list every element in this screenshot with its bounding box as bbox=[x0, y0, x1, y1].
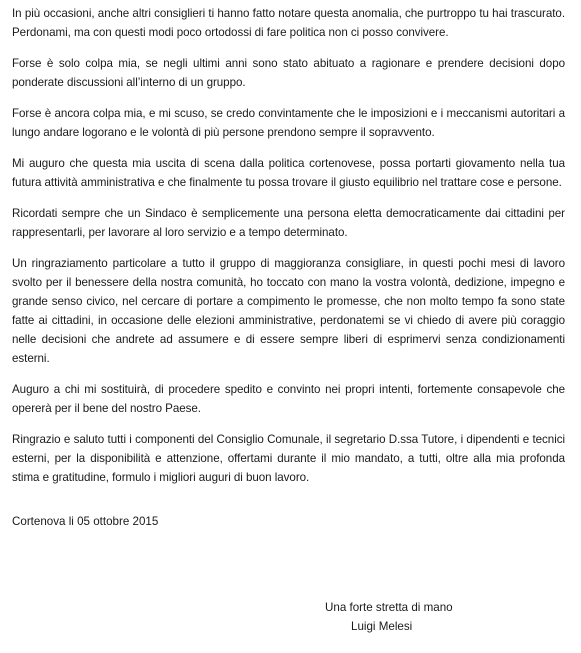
letter-closing bbox=[325, 598, 525, 636]
letter-paragraph: Ricordati sempre che un Sindaco è semplicemente una persona eletta democraticamente dai cittadini per rappresentarli, per lavorare al loro servizio e a tempo determinato. bbox=[12, 207, 565, 239]
letter-paragraph: Forse è solo colpa mia, se negli ultimi anni sono stato abituato a ragionare e prendere decisioni dopo ponderate discussioni all’interno di un gruppo. bbox=[12, 57, 565, 89]
signature-name: Luigi Melesi bbox=[351, 620, 413, 633]
closing-greeting: Una forte stretta di mano bbox=[325, 601, 453, 614]
letter-paragraph: Mi auguro che questa mia uscita di scena dalla politica cortenovese, possa portarti giovamento nella tua futura attività amministrativa e che finalmente tu possa trovare il giusto equilibrio nel trattare cose e persone. bbox=[12, 157, 565, 189]
letter-paragraph: Ringrazio e saluto tutti i componenti del Consiglio Comunale, il segretario D.ssa Tutore, i dipendenti e tecnici esterni, per la disponibilità e attenzione, offertami durante il mio mandato, a tutti, oltre alla mia profonda stima e gratitudine, formulo i migliori auguri di buon lavoro. bbox=[12, 433, 565, 484]
letter-paragraph: Un ringraziamento particolare a tutto il gruppo di maggioranza consigliare, in questi pochi mesi di lavoro svolto per il benessere della nostra comunità, ho toccato con mano la vostra volontà, dedizione, impegno e grande senso civico, nel cercare di portare a compimento le promesse, che non molto tempo fa sono state fatte ai cittadini, in occasione delle elezioni amministrative, perdonatemi se vi chiedo di avere più coraggio nelle decisioni che andrete ad assumere e di essere sempre liberi di esprimervi senza condizionamenti esterni. bbox=[12, 257, 565, 365]
place-and-date: Cortenova li 05 ottobre 2015 bbox=[12, 515, 159, 528]
letter-paragraph: In più occasioni, anche altri consiglieri ti hanno fatto notare questa anomalia, che purtroppo tu hai trascurato. Perdonami, ma con questi modi poco ortodossi di fare politica non ci posso convivere. bbox=[12, 7, 565, 39]
letter-paragraph: Auguro a chi mi sostituirà, di procedere spedito e convinto nei propri intenti, fortemente consapevole che opererà per il bene del nostro Paese. bbox=[12, 383, 565, 415]
letter-paragraph: Forse è ancora colpa mia, e mi scuso, se credo convintamente che le imposizioni e i meccanismi autoritari a lungo andare logorano e le volontà di più persone prendono sempre il sopravvento. bbox=[12, 107, 565, 139]
letter-body bbox=[12, 4, 565, 487]
